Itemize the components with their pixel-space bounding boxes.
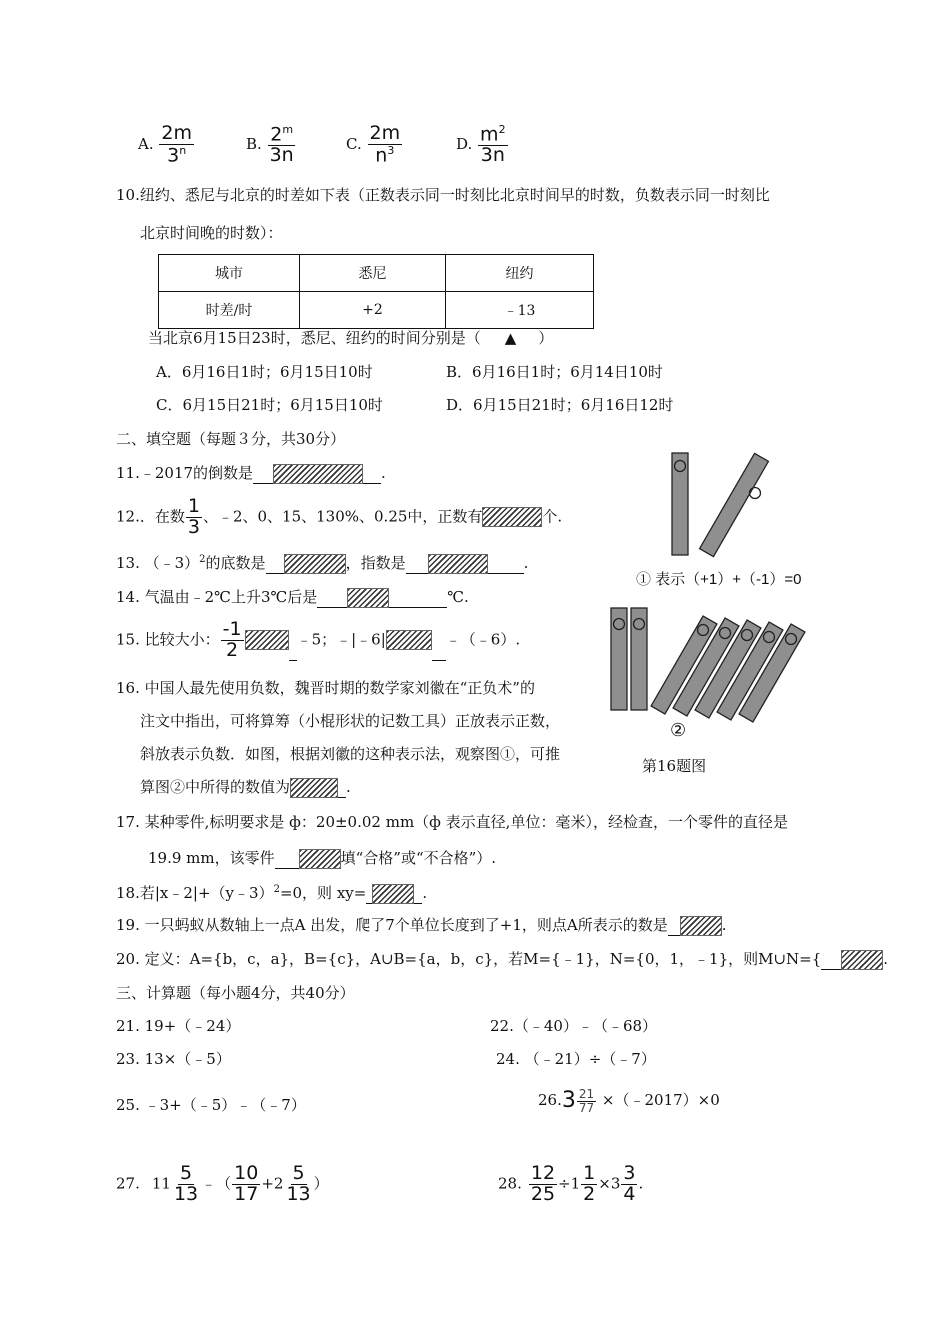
- answer-blank: [299, 849, 341, 869]
- triangle-icon: ▲: [504, 329, 517, 347]
- answer-blank: [428, 554, 488, 574]
- numerator: 2m: [161, 122, 192, 144]
- q26: 26.3 $\frac{21}{77}$ ×（﹣2017）×0: [538, 1087, 720, 1115]
- option-label: A.: [138, 135, 154, 154]
- figure-2-rods: [611, 608, 805, 722]
- figure-title: 第16题图: [642, 757, 707, 775]
- q9-option-c: [346, 124, 403, 166]
- time-difference-table: [158, 254, 594, 329]
- q13: 13. （﹣3）$^2$的底数是 ，指数是 .: [116, 554, 529, 572]
- fraction: $\frac{5}{13}$: [286, 1162, 311, 1205]
- answer-blank: [273, 464, 363, 484]
- q10-question: 当北京6月15日23时，悉尼、纽约的时间分别是（ ▲ ）: [148, 329, 554, 347]
- fraction: $\frac{5}{13}$: [173, 1162, 199, 1205]
- slanted-rod: [700, 453, 769, 556]
- answer-blank: [245, 630, 289, 650]
- q10-stem-line1: 10.纽约、悉尼与北京的时差如下表（正数表示同一时刻比北京时间早的时数，负数表示同一时刻比: [116, 186, 770, 204]
- fraction: $\frac{2m}{n^3}$: [369, 122, 401, 167]
- fraction: $\frac{21}{77}$: [578, 1087, 595, 1115]
- table-cell: 悉尼: [300, 255, 446, 292]
- fraction: $\frac{2m}{3^n}$: [161, 122, 192, 167]
- figure-2-caption: ②: [670, 720, 687, 741]
- answer-blank: [386, 630, 432, 650]
- q15: 15. 比较大小： $\frac{-1}{2}$ ﹣5；﹣|﹣6| ﹣（﹣6）.: [116, 618, 521, 661]
- q17-line2: 19.9 mm，该零件 填“合格”或“不合格”）.: [148, 849, 497, 867]
- option-label: B.: [246, 135, 262, 154]
- q10-option-d: D．6月15日21时；6月16日12时: [446, 396, 674, 414]
- option-label: C.: [346, 135, 362, 154]
- q17-line1: 17. 某种零件,标明要求是 ф：20±0.02 mm（ф 表示直径,单位：毫米），经检查，一个零件的直径是: [116, 813, 788, 831]
- option-label: D.: [456, 135, 473, 154]
- q10-option-c: C．6月15日21时；6月15日10时: [156, 396, 383, 414]
- q10-option-b: B．6月16日1时；6月14日10时: [446, 363, 663, 381]
- table-cell: 城市: [159, 255, 300, 292]
- fraction: $\frac{m^2}{3n}$: [480, 123, 506, 167]
- table-cell: 时差/时: [159, 292, 300, 329]
- q19: 19. 一只蚂蚁从数轴上一点A 出发，爬了7个单位长度到了+1，则点A所表示的数是 .: [116, 916, 727, 934]
- q10-stem-line2: 北京时间晚的时数）：: [140, 224, 283, 242]
- q12: 12.．在数 $\frac{1}{3}$ 、﹣2、0、15、130%、0.25中，正数有 个.: [116, 495, 563, 538]
- answer-blank: [347, 588, 389, 608]
- answer-blank: [482, 507, 542, 527]
- q16-line1: 16. 中国人最先使用负数，魏晋时期的数学家刘徽在“正负术”的: [116, 679, 535, 697]
- q22: 22.（﹣40）﹣（﹣68）: [490, 1017, 658, 1035]
- q10-option-a: A．6月16日1时；6月15日10时: [156, 363, 373, 381]
- table-row: [159, 255, 594, 292]
- q21: 21. 19+（﹣24）: [116, 1017, 241, 1035]
- rod-marker-icon: [750, 488, 761, 499]
- fraction: $\frac{1}{3}$: [187, 495, 200, 538]
- fraction: $\frac{12}{25}$: [530, 1162, 556, 1205]
- fraction: $\frac{3}{4}$: [623, 1162, 636, 1205]
- q27: 27. 11 $\frac{5}{13}$ ﹣（ $\frac{10}{17}$ +2 $\frac{5}{13}$ ）: [116, 1162, 329, 1205]
- fraction: $\frac{2^m}{3n}$: [269, 123, 294, 167]
- q16-line4: 算图②中所得的数值为 .: [140, 778, 351, 796]
- figure-1-rods: [672, 453, 768, 557]
- q23: 23. 13×（﹣5）: [116, 1050, 231, 1068]
- q18: 18.若|x﹣2|+（y﹣3）$^2$=0，则 xy= .: [116, 884, 428, 902]
- q11: 11.﹣2017的倒数是 .: [116, 464, 386, 482]
- answer-blank: [372, 884, 414, 904]
- section2-title: 二、填空题（每题３分，共30分）: [116, 430, 346, 448]
- q24: 24. （﹣21）÷（﹣7）: [496, 1050, 656, 1068]
- fraction: $\frac{-1}{2}$: [222, 618, 242, 661]
- fraction: $\frac{10}{17}$: [234, 1162, 259, 1205]
- fraction: $\frac{1}{2}$: [583, 1162, 596, 1205]
- q14: 14. 气温由﹣2℃上升3℃后是 ℃.: [116, 588, 469, 606]
- table-cell: 纽约: [446, 255, 594, 292]
- q20: 20. 定义：A={b，c，a}，B={c}，A∪B={a，b，c}，若M={﹣1}，N={0，1，﹣1}，则M∪N={ .: [116, 950, 889, 968]
- q9-option-a: [138, 124, 195, 166]
- figure-1-caption: ① 表示（+1）+（-1）=0: [636, 571, 802, 588]
- answer-blank: [284, 554, 346, 574]
- table-row: [159, 292, 594, 329]
- q25: 25. ﹣3+（﹣5）﹣（﹣7）: [116, 1096, 306, 1114]
- table-cell: ﹣13: [446, 292, 594, 329]
- answer-blank: [290, 778, 338, 798]
- q16-line2: 注文中指出，可将算筹（小棍形状的记数工具）正放表示正数，: [140, 712, 561, 730]
- q9-option-d: [456, 124, 509, 166]
- counting-rods-figure: [600, 448, 840, 788]
- q9-option-b: [246, 124, 297, 166]
- section3-title: 三、计算题（每小题4分，共40分）: [116, 984, 355, 1002]
- table-cell: +2: [300, 292, 446, 329]
- q28: 28. $\frac{12}{25}$ ÷1 $\frac{1}{2}$ ×3 $\frac{3}{4}$ .: [498, 1162, 644, 1205]
- q16-line3: 斜放表示负数．如图，根据刘徽的这种表示法，观察图①，可推: [140, 745, 561, 763]
- answer-blank: [841, 950, 883, 970]
- answer-blank: [680, 916, 722, 936]
